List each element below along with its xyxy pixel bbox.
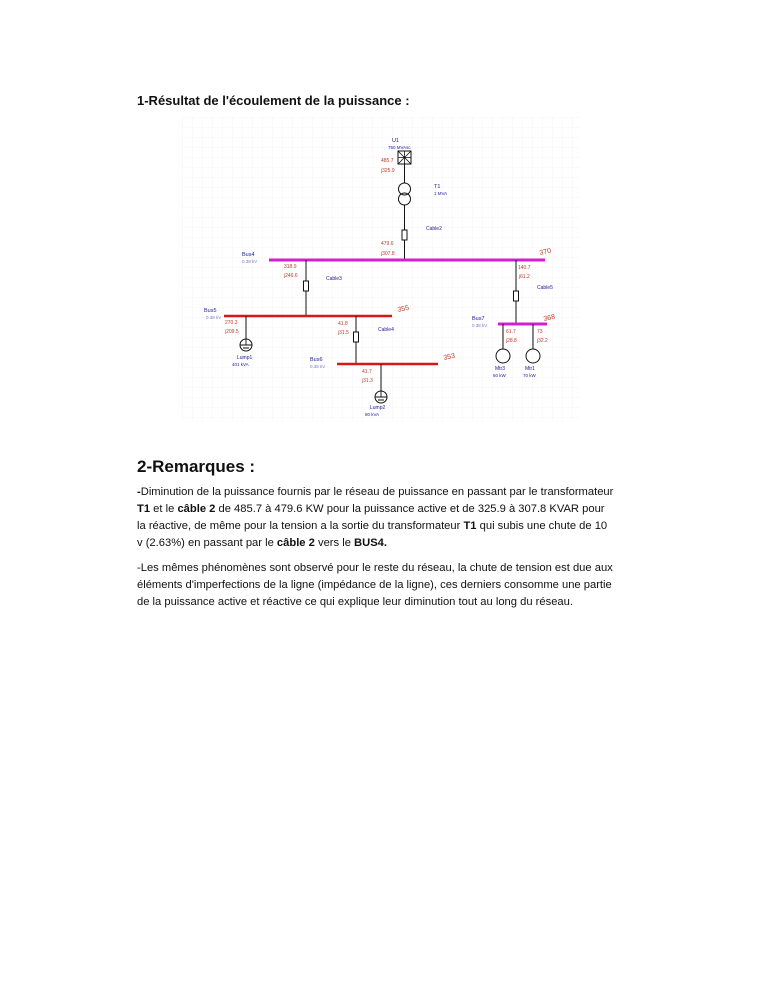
remark-1-text-2: et le — [150, 503, 178, 515]
remark-paragraph-1 — [137, 484, 615, 552]
remark-1-text-4: qui subis une chute de 10 v (2.63%) en passant par le — [137, 520, 608, 549]
cable5-name: Cable5 — [537, 285, 553, 291]
cable4-q: j31.5 — [338, 330, 349, 336]
cable2-name: Cable2 — [426, 226, 442, 232]
remark-1-text-5: vers le — [314, 537, 355, 549]
cable3-icon — [304, 281, 309, 291]
bus6-voltage: 353 — [442, 352, 456, 362]
section-1-heading: 1-Résultat de l'écoulement de la puissance : — [137, 93, 410, 108]
cable4-p: 41.8 — [338, 321, 348, 327]
u1-rating: 750 MVAsc — [388, 145, 411, 150]
mtr3-name: Mtr3 — [495, 366, 505, 372]
mtr1-p: 73 — [537, 329, 543, 335]
remark-1-dash: - — [137, 486, 141, 498]
bus7-voltage: 368 — [542, 313, 556, 323]
mtr3-rating: 60 kW — [493, 373, 506, 378]
remark-1-bold-t1-2: T1 — [463, 520, 477, 532]
cable3-q: j246.6 — [284, 273, 298, 279]
lump1-q: j209.5 — [225, 329, 239, 335]
remark-1-text-3: de 485.7 à 479.6 KW pour la puissance active et de 325.9 à 307.8 KVAR pour la réactive, de même pour la tension a la sortie du transformateur — [137, 503, 605, 532]
mtr1-rating: 70 kW — [523, 373, 536, 378]
cable3-name: Cable3 — [326, 276, 342, 282]
bus4-kv: 0.38 kV — [242, 259, 258, 264]
remark-1-bold-t1: T1 — [137, 503, 151, 515]
cable3-p: 318.9 — [284, 264, 297, 270]
cable5-q: j61.2 — [519, 274, 530, 280]
remark-1-bold-cable2-2: câble 2 — [276, 537, 315, 549]
lump1-name: Lump1 — [237, 355, 253, 361]
lump1-p: 270.3 — [225, 320, 238, 326]
u1-p: 485.7 — [381, 158, 394, 164]
cable4-name: Cable4 — [378, 327, 394, 333]
remark-1-text-1: Diminution de la puissance fournis par le réseau de puissance en passant par le transformateur — [140, 486, 614, 498]
mtr3-p: 61.7 — [506, 329, 516, 335]
section-2-heading: 2-Remarques : — [137, 457, 256, 476]
cable2-q: j307.8 — [381, 251, 395, 257]
t1-name: T1 — [434, 184, 441, 190]
lump2-rating: 80 kVA — [365, 412, 380, 417]
lump2-name: Lump2 — [370, 405, 386, 411]
power-flow-diagram — [182, 117, 580, 421]
bus4-voltage: 370 — [538, 247, 552, 257]
bus5-voltage: 355 — [396, 304, 410, 314]
mtr3-q: j28.8 — [506, 338, 517, 344]
cable5-icon — [514, 291, 519, 301]
utility-icon-grid — [398, 151, 411, 164]
lump1-rating: 401 kVA — [232, 362, 249, 367]
remark-paragraph-2: -Les mêmes phénomènes sont observé pour le reste du réseau, la chute de tension est due aux éléments d'imperfections de la ligne (impédance de la ligne), ces derniers consomme une partie de la puissance active et réactive ce qui explique leur diminution tout au long du réseau. — [137, 562, 613, 608]
mtr1-q: j32.2 — [537, 338, 548, 344]
mtr1-name: Mtr1 — [525, 366, 535, 372]
cable2-icon — [402, 230, 407, 240]
bus6-kv: 0.38 kV — [310, 364, 326, 369]
cable4-icon — [354, 332, 359, 342]
u1-name: U1 — [392, 138, 400, 144]
lump2-p: 41.7 — [362, 369, 372, 375]
cable2-p: 479.6 — [381, 241, 394, 247]
bus7-name: Bus7 — [472, 316, 485, 322]
bus6-name: Bus6 — [310, 357, 323, 363]
remark-1-bold-bus4: BUS4. — [354, 537, 387, 549]
remark-1-bold-cable2: câble 2 — [177, 503, 216, 515]
bus4-name: Bus4 — [242, 252, 255, 258]
bus7-kv: 0.38 kV — [472, 323, 488, 328]
t1-rating: 1 MVA — [434, 191, 448, 196]
cable5-p: 140.7 — [518, 265, 531, 271]
bus5-name: Bus5 — [204, 308, 217, 314]
bus5-kv: 0.38 kV — [206, 315, 222, 320]
lump2-q: j31.3 — [362, 378, 373, 384]
u1-q: j325.9 — [381, 168, 395, 174]
